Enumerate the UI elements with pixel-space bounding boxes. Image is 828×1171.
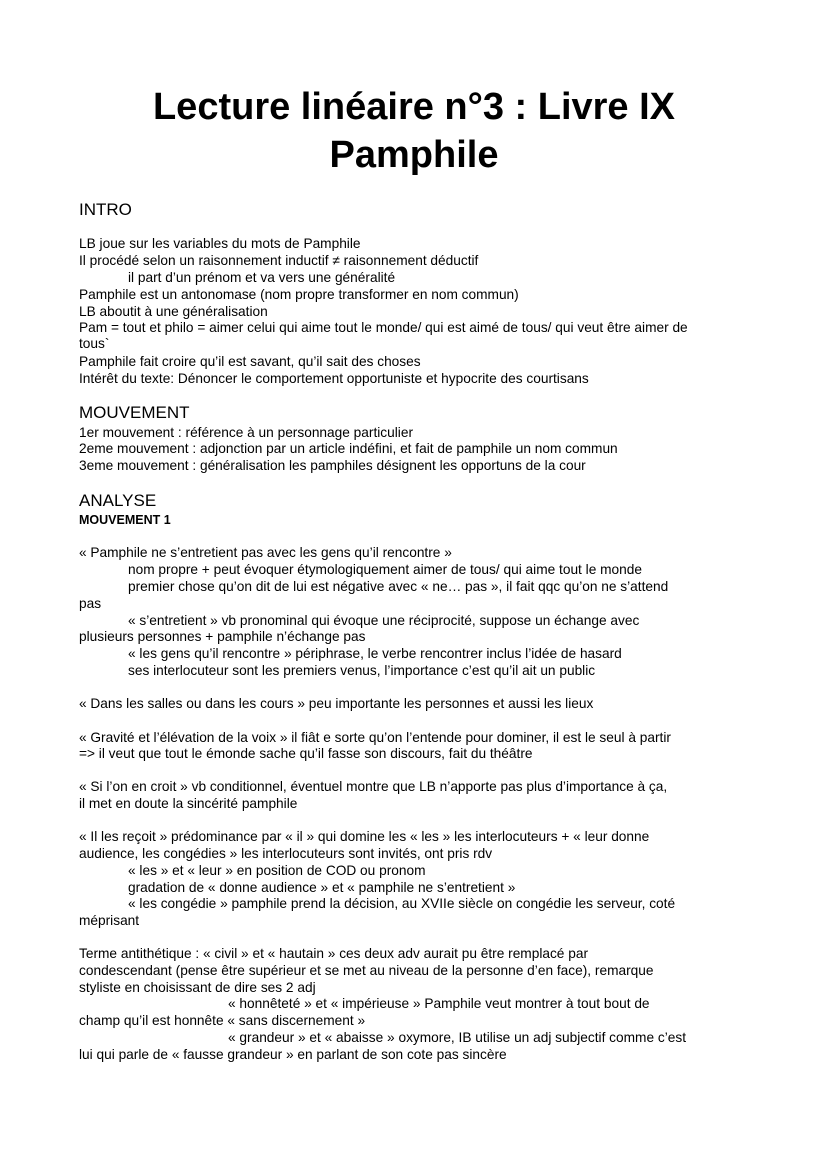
text-line: condescendant (pense être supérieur et se met au niveau de la personne d’en face), remarque	[79, 963, 654, 978]
text-line: 3eme mouvement : généralisation les pamphiles désignent les opportuns de la cour	[79, 458, 586, 473]
text-line: méprisant	[79, 913, 140, 928]
text-line: audience, les congédies » les interlocuteurs sont invités, ont pris rdv	[79, 846, 493, 861]
text-line: « les congédie » pamphile prend la décision, au XVIIe siècle on congédie les serveur, coté	[128, 896, 676, 911]
text-line: Pamphile est un antonomase (nom propre transformer en nom commun)	[79, 287, 519, 302]
text-line: « Dans les salles ou dans les cours » peu importante les personnes et aussi les lieux	[79, 696, 594, 711]
text-line: Il procédé selon un raisonnement inductif ≠ raisonnement déductif	[79, 253, 479, 268]
text-line: 1er mouvement : référence à un personnage particulier	[79, 425, 414, 440]
text-line: « Si l’on en croit » vb conditionnel, éventuel montre que LB n’apporte pas plus d’importance à ça,	[79, 779, 668, 794]
text-line: Terme antithétique : « civil » et « hautain » ces deux adv aurait pu être remplacé par	[79, 946, 589, 961]
text-line: premier chose qu’on dit de lui est négative avec « ne… pas », il fait qqc qu’on ne s’attend	[128, 579, 669, 594]
text-line: il part d’un prénom et va vers une généralité	[128, 270, 396, 285]
text-line: styliste en choisissant de dire ses 2 adj	[79, 980, 316, 995]
text-line: « s’entretient » vb pronominal qui évoque une réciprocité, suppose un échange avec	[128, 613, 640, 628]
text-line: LB joue sur les variables du mots de Pamphile	[79, 236, 361, 251]
text-line: Pamphile fait croire qu’il est savant, qu’il sait des choses	[79, 354, 421, 369]
text-line: gradation de « donne audience » et « pamphile ne s’entretient »	[128, 880, 516, 895]
text-line: LB aboutit à une généralisation	[79, 304, 268, 319]
text-line: « les gens qu’il rencontre » périphrase, le verbe rencontrer inclus l’idée de hasard	[128, 646, 622, 661]
text-line: => il veut que tout le émonde sache qu’il fasse son discours, fait du théâtre	[79, 746, 533, 761]
text-line: nom propre + peut évoquer étymologiquement aimer de tous/ qui aime tout le monde	[128, 562, 642, 577]
text-line: ses interlocuteur sont les premiers venus, l’importance c’est qu’il ait un public	[128, 663, 596, 678]
text-line: Pam = tout et philo = aimer celui qui aime tout le monde/ qui est aimé de tous/ qui veut être aimer de	[79, 320, 688, 335]
text-line: il met en doute la sincérité pamphile	[79, 796, 298, 811]
text-line: « Gravité et l’élévation de la voix » il fiât e sorte qu’on l’entende pour dominer, il est le seul à partir	[79, 730, 671, 745]
text-line: « Il les reçoit » prédominance par « il » qui domine les « les » les interlocuteurs + « leur donne	[79, 829, 650, 844]
text-line: « les » et « leur » en position de COD ou pronom	[128, 863, 426, 878]
text-line: 2eme mouvement : adjonction par un article indéfini, et fait de pamphile un nom commun	[79, 441, 618, 456]
section-heading-mouvement: MOUVEMENT	[79, 403, 190, 422]
page-title-line-1: Lecture linéaire n°3 : Livre IX	[152, 86, 676, 128]
text-line: champ qu’il est honnête « sans discernement »	[79, 1013, 366, 1028]
section-heading-intro: INTRO	[79, 200, 132, 219]
text-line: Intérêt du texte: Dénoncer le comportement opportuniste et hypocrite des courtisans	[79, 371, 589, 386]
page-title-line-2: Pamphile	[329, 134, 499, 176]
text-line: « Pamphile ne s’entretient pas avec les gens qu’il rencontre »	[79, 545, 452, 560]
section-heading-analyse: ANALYSE	[79, 491, 157, 510]
text-line: pas	[79, 596, 102, 611]
text-line: tous`	[79, 336, 110, 351]
text-line: plusieurs personnes + pamphile n’échange pas	[79, 629, 366, 644]
text-line: « grandeur » et « abaisse » oxymore, IB utilise un adj subjectif comme c’est	[228, 1030, 687, 1045]
subsection-heading: MOUVEMENT 1	[79, 513, 171, 527]
text-line: « honnêteté » et « impérieuse » Pamphile veut montrer à tout bout de	[228, 996, 650, 1011]
text-line: lui qui parle de « fausse grandeur » en parlant de son cote pas sincère	[79, 1047, 507, 1062]
